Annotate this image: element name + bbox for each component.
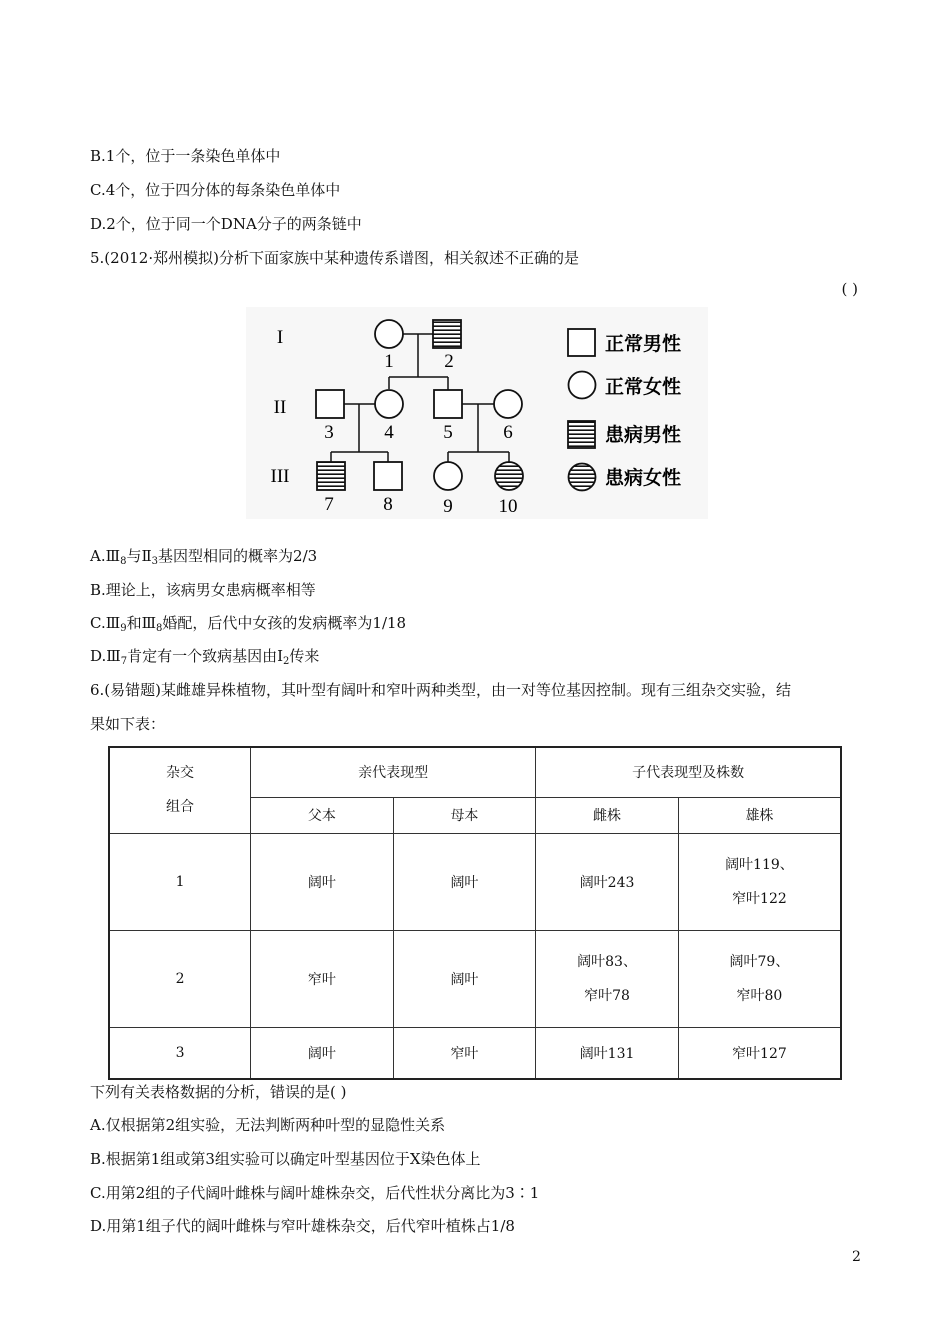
individual-6-normal-female-symbol	[494, 390, 522, 418]
cell-father: 窄叶	[251, 930, 394, 1027]
cell-mother: 阔叶	[393, 833, 536, 930]
individual-number-10: 10	[498, 496, 518, 517]
q4-option-b: B.1个，位于一条染色单体中	[90, 147, 281, 165]
cell-female: 阔叶83、 窄叶78	[536, 930, 679, 1027]
individual-number-1: 1	[384, 351, 394, 372]
q6-question: 下列有关表格数据的分析，错误的是( )	[90, 1083, 347, 1101]
individual-number-4: 4	[384, 422, 394, 443]
table-row	[109, 833, 841, 930]
q5-option-c: $C.Ⅲ_9$和$Ⅲ_8$婚配，后代中女孩的发病概率为1/18	[90, 614, 407, 634]
cell-mother: 窄叶	[393, 1027, 536, 1079]
generation-label-1: I	[276, 327, 284, 348]
generation-label-2: II	[273, 397, 287, 418]
individual-9-normal-female-symbol	[434, 462, 462, 490]
q5-option-b: B.理论上，该病男女患病概率相等	[90, 581, 316, 599]
q6-stem-line2: 果如下表：	[90, 715, 166, 733]
legend-normal-female-symbol	[569, 372, 596, 399]
table-header-row	[109, 747, 841, 797]
q6-option-b: B.根据第1组或第3组实验可以确定叶型基因位于X染色体上	[90, 1150, 481, 1168]
legend-normal-male-symbol	[568, 329, 595, 356]
subheader-father: 父本	[251, 797, 394, 833]
individual-number-5: 5	[443, 422, 453, 443]
cell-father: 阔叶	[251, 833, 394, 930]
q4-option-c: C.4个，位于四分体的每条染色单体中	[90, 181, 341, 199]
q6-option-a: A.仅根据第2组实验，无法判断两种叶型的显隐性关系	[90, 1116, 446, 1134]
q6-option-c: C.用第2组的子代阔叶雌株与阔叶雄株杂交，后代性状分离比为3∶1	[90, 1184, 540, 1202]
individual-1-normal-female-symbol	[375, 320, 403, 348]
q6-option-d: D.用第1组子代的阔叶雌株与窄叶雄株杂交，后代窄叶植株占1/8	[90, 1217, 515, 1235]
individual-number-2: 2	[444, 351, 454, 372]
individual-number-8: 8	[383, 494, 393, 515]
q6-stem-line1: 6.(易错题)某雌雄异株植物，其叶型有阔叶和窄叶两种类型，由一对等位基因控制。现有三组杂交实验，结	[90, 681, 792, 699]
cell-male: 阔叶119、 窄叶122	[678, 833, 841, 930]
legend-affected-male-symbol	[568, 421, 595, 448]
q5-answer-paren: ( )	[841, 280, 858, 298]
cell-male: 窄叶127	[678, 1027, 841, 1079]
individual-number-3: 3	[324, 422, 334, 443]
cross-results-table	[108, 746, 842, 1080]
cell-father: 阔叶	[251, 1027, 394, 1079]
individual-5-normal-male-symbol	[434, 390, 462, 418]
individual-4-normal-female-symbol	[375, 390, 403, 418]
individual-2-affected-male-symbol	[433, 320, 461, 348]
cell-mother: 阔叶	[393, 930, 536, 1027]
q4-option-d: D.2个，位于同一个DNA分子的两条链中	[90, 215, 362, 233]
cell-group: 1	[109, 833, 251, 930]
cell-female: 阔叶131	[536, 1027, 679, 1079]
individual-number-7: 7	[324, 494, 334, 515]
q5-stem: 5.(2012·郑州模拟)分析下面家族中某种遗传系谱图，相关叙述不正确的是	[90, 249, 579, 267]
legend-affected-female-label: 患病女性	[605, 467, 682, 489]
individual-number-6: 6	[503, 422, 513, 443]
subheader-mother: 母本	[393, 797, 536, 833]
q5-option-d: $D.Ⅲ_7$肯定有一个致病基因由$Ⅰ_2$传来	[90, 647, 320, 667]
cell-female: 阔叶243	[536, 833, 679, 930]
individual-number-9: 9	[443, 496, 453, 517]
cell-group: 2	[109, 930, 251, 1027]
q5-option-a: $A.Ⅲ_8$与$Ⅱ_3$基因型相同的概率为2/3	[90, 547, 318, 567]
legend-normal-female-label: 正常女性	[605, 376, 682, 398]
pedigree-chart	[246, 307, 708, 519]
legend-affected-male-label: 患病男性	[605, 424, 682, 446]
header-offspring-phenotype: 子代表现型及株数	[536, 747, 841, 797]
page-number: 2	[852, 1249, 861, 1265]
individual-8-normal-male-symbol	[374, 462, 402, 490]
legend-normal-male-label: 正常男性	[605, 333, 682, 355]
header-cross-group: 杂交 组合	[109, 747, 251, 833]
generation-label-3: III	[270, 466, 290, 487]
table-row	[109, 1027, 841, 1079]
cell-male: 阔叶79、 窄叶80	[678, 930, 841, 1027]
cell-group: 3	[109, 1027, 251, 1079]
subheader-female: 雌株	[536, 797, 679, 833]
legend-affected-female-symbol	[569, 464, 596, 491]
individual-3-normal-male-symbol	[316, 390, 344, 418]
table-row	[109, 930, 841, 1027]
individual-10-affected-female-symbol	[495, 462, 523, 490]
subheader-male: 雄株	[678, 797, 841, 833]
individual-7-affected-male-symbol	[317, 462, 345, 490]
header-parent-phenotype: 亲代表现型	[251, 747, 536, 797]
